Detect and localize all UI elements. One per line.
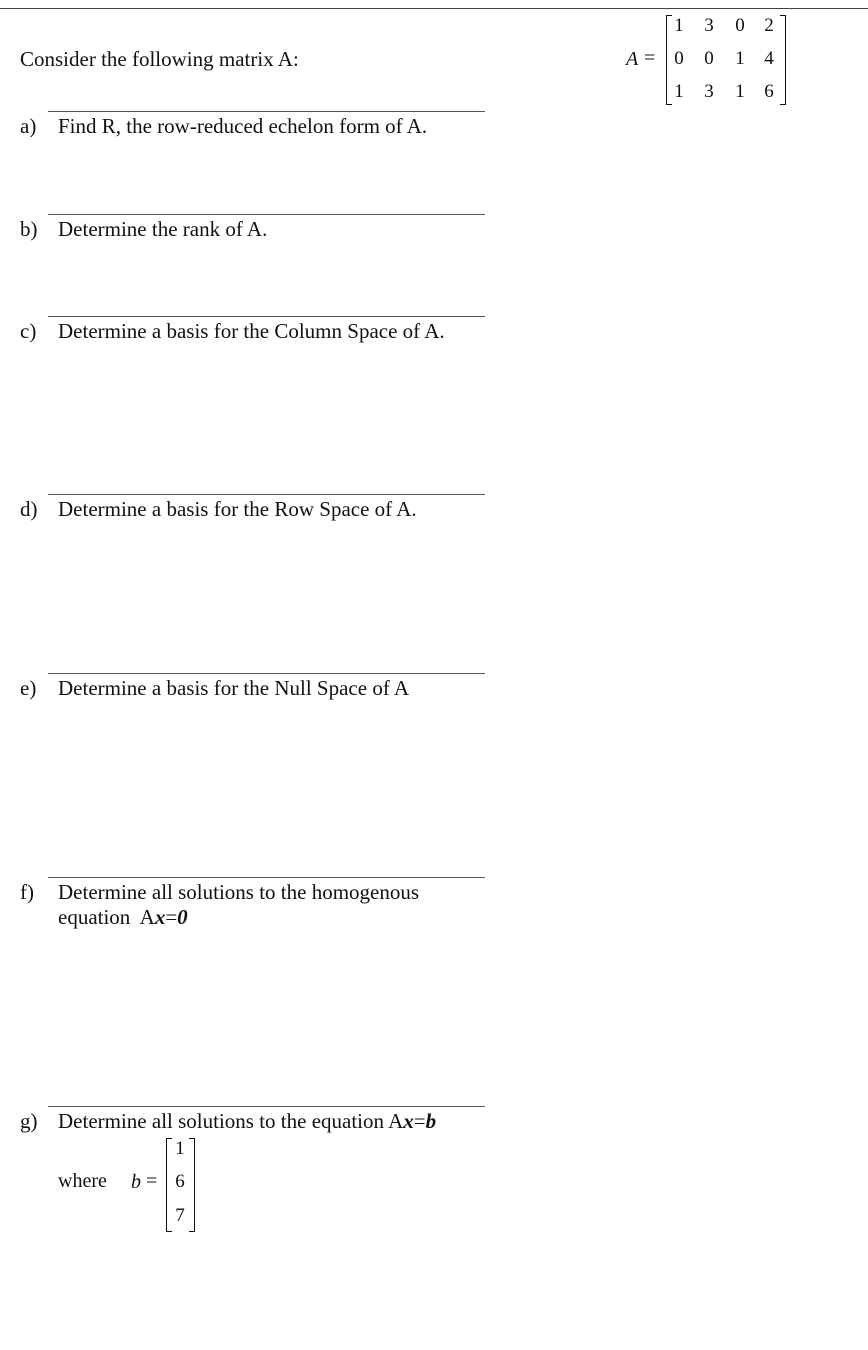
question-f-x: x	[154, 905, 166, 929]
matrix-a-cell: 1	[735, 48, 745, 69]
question-a-text: Find R, the row-reduced echelon form of A.	[58, 114, 428, 138]
matrix-a-cell: 2	[764, 15, 774, 36]
matrix-a-cell: 3	[704, 15, 714, 36]
question-g-rule	[48, 1106, 485, 1107]
question-a-letter: a)	[20, 114, 37, 138]
question-d-letter: d)	[20, 497, 38, 521]
question-f-rule	[48, 877, 485, 878]
matrix-a-cell: 4	[764, 48, 774, 69]
question-g-letter: g)	[20, 1109, 38, 1133]
question-g-equals: =	[413, 1109, 426, 1133]
matrix-a-cell: 1	[674, 15, 684, 36]
question-e-letter: e)	[20, 676, 37, 700]
question-b-letter: b)	[20, 217, 38, 241]
matrix-a-label: A	[626, 48, 639, 70]
question-d-rule	[48, 494, 485, 495]
vector-b-cell: 7	[175, 1205, 185, 1226]
question-f-equation-prefix: equation A	[58, 905, 155, 929]
matrix-a	[624, 12, 794, 107]
vector-b-label: b	[131, 1171, 141, 1193]
intro-text: Consider the following matrix A:	[20, 47, 299, 71]
question-e-rule	[48, 673, 485, 674]
question-f-line2	[58, 905, 419, 930]
question-e-text: Determine a basis for the Null Space of A	[58, 676, 410, 700]
top-rule	[0, 8, 868, 9]
matrix-a-cell: 1	[674, 81, 684, 102]
question-c-letter: c)	[20, 319, 37, 343]
vector-b-cell: 1	[175, 1138, 185, 1159]
question-f-equals: =	[165, 905, 178, 929]
vector-b-equals: =	[146, 1170, 158, 1192]
question-g-text	[58, 1109, 436, 1134]
question-f-zero: 0	[177, 905, 188, 929]
question-c-rule	[48, 316, 485, 317]
question-c-text: Determine a basis for the Column Space of A.	[58, 319, 445, 343]
question-b-rule	[48, 214, 485, 215]
matrix-a-equals: =	[644, 47, 656, 69]
matrix-a-cell: 6	[764, 81, 774, 102]
question-a-rule	[48, 111, 485, 112]
question-g-x: x	[403, 1109, 414, 1133]
question-f-letter: f)	[20, 880, 34, 904]
question-d-text: Determine a basis for the Row Space of A.	[58, 497, 417, 521]
vector-b	[58, 1136, 208, 1231]
matrix-a-right-bracket	[780, 15, 786, 105]
matrix-a-cell: 0	[704, 48, 714, 69]
question-b-text: Determine the rank of A.	[58, 217, 268, 241]
question-f-line1: Determine all solutions to the homogenous	[58, 880, 420, 904]
matrix-a-cell: 3	[704, 81, 714, 102]
question-f-text	[58, 880, 419, 930]
vector-b-cell: 6	[175, 1171, 185, 1192]
question-g-b: b	[425, 1109, 437, 1133]
matrix-a-cell: 0	[735, 15, 745, 36]
vector-b-where: where	[58, 1170, 107, 1192]
matrix-a-cell: 0	[674, 48, 684, 69]
matrix-a-cell: 1	[735, 81, 745, 102]
question-g-prefix: Determine all solutions to the equation A	[58, 1109, 404, 1133]
